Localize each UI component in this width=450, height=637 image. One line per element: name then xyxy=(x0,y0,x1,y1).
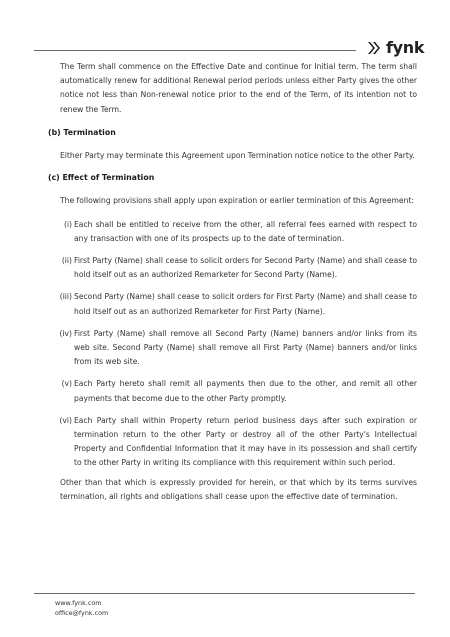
list-item-text: First Party (Name) shall cease to solicit orders for Second Party (Name) and shall cease to hold itself out as an authorized Remarketer for Second Party (Name). xyxy=(74,256,417,280)
logo-text: fynk xyxy=(386,38,425,57)
document-body xyxy=(40,60,417,504)
list-item-text: Each Party hereto shall remit all payments then due to the other, and remit all other payments that become due to the other Party promptly. xyxy=(74,379,417,403)
footer-divider xyxy=(34,593,415,594)
list-item xyxy=(40,414,417,471)
list-item-number: (iv) xyxy=(59,328,72,338)
footer xyxy=(55,598,108,618)
effect-intro-paragraph: The following provisions shall apply upon expiration or earlier termination of this Agreement: xyxy=(60,196,414,206)
footer-website: www.fynk.com xyxy=(55,599,102,607)
list-item-text: Second Party (Name) shall cease to solicit orders for First Party (Name) and shall cease to hold itself out as an authorized Remarketer for First Party (Name). xyxy=(74,292,417,316)
section-heading-termination: (b) Termination xyxy=(48,127,116,137)
logo xyxy=(367,38,424,58)
list-item xyxy=(40,327,417,370)
list-item xyxy=(40,377,417,405)
list-item-number: (iii) xyxy=(59,292,72,302)
list-item-number: (v) xyxy=(61,379,72,389)
list-item-number: (ii) xyxy=(61,256,72,266)
section-heading-effect-of-termination: (c) Effect of Termination xyxy=(48,173,155,183)
list-item-number: (i) xyxy=(63,219,72,229)
closing-paragraph: Other than that which is expressly provided for herein, or that which by its terms survives termination, all rights and obligations shall cease upon the effective date of termination. xyxy=(60,477,417,501)
header-divider xyxy=(34,50,356,51)
logo-mark-icon xyxy=(367,39,383,57)
list-item-text: Each Party shall within Property return period business days after such expiration or termination return to the other Party or destroy all of the other Party's Intellectual Property and Confidential Information that it may have in its possession and shall certify to the other Party in writing its compliance with this requirement within such period. xyxy=(74,415,417,468)
footer-email: office@fynk.com xyxy=(55,609,109,617)
termination-paragraph: Either Party may terminate this Agreement upon Termination notice notice to the other Party. xyxy=(60,151,415,161)
list-item xyxy=(40,254,417,282)
list-item-text: Each shall be entitled to receive from the other, all referral fees earned with respect to any transaction with one of its prospects up to the date of termination. xyxy=(74,219,417,243)
list-item-text: First Party (Name) shall remove all Second Party (Name) banners and/or links from its web site. Second Party (Name) shall remove all First Party (Name) banners and/or links from its web site. xyxy=(74,328,417,367)
term-paragraph: The Term shall commence on the Effective Date and continue for Initial term. The term shall automatically renew for additional Renewal period periods unless either Party gives the other notice not less than Non-renewal notice prior to the end of the Term, of its intention not to renew the Term. xyxy=(60,62,417,114)
list-item-number: (vi) xyxy=(59,415,72,425)
list-item xyxy=(40,218,417,246)
list-item xyxy=(40,290,417,318)
